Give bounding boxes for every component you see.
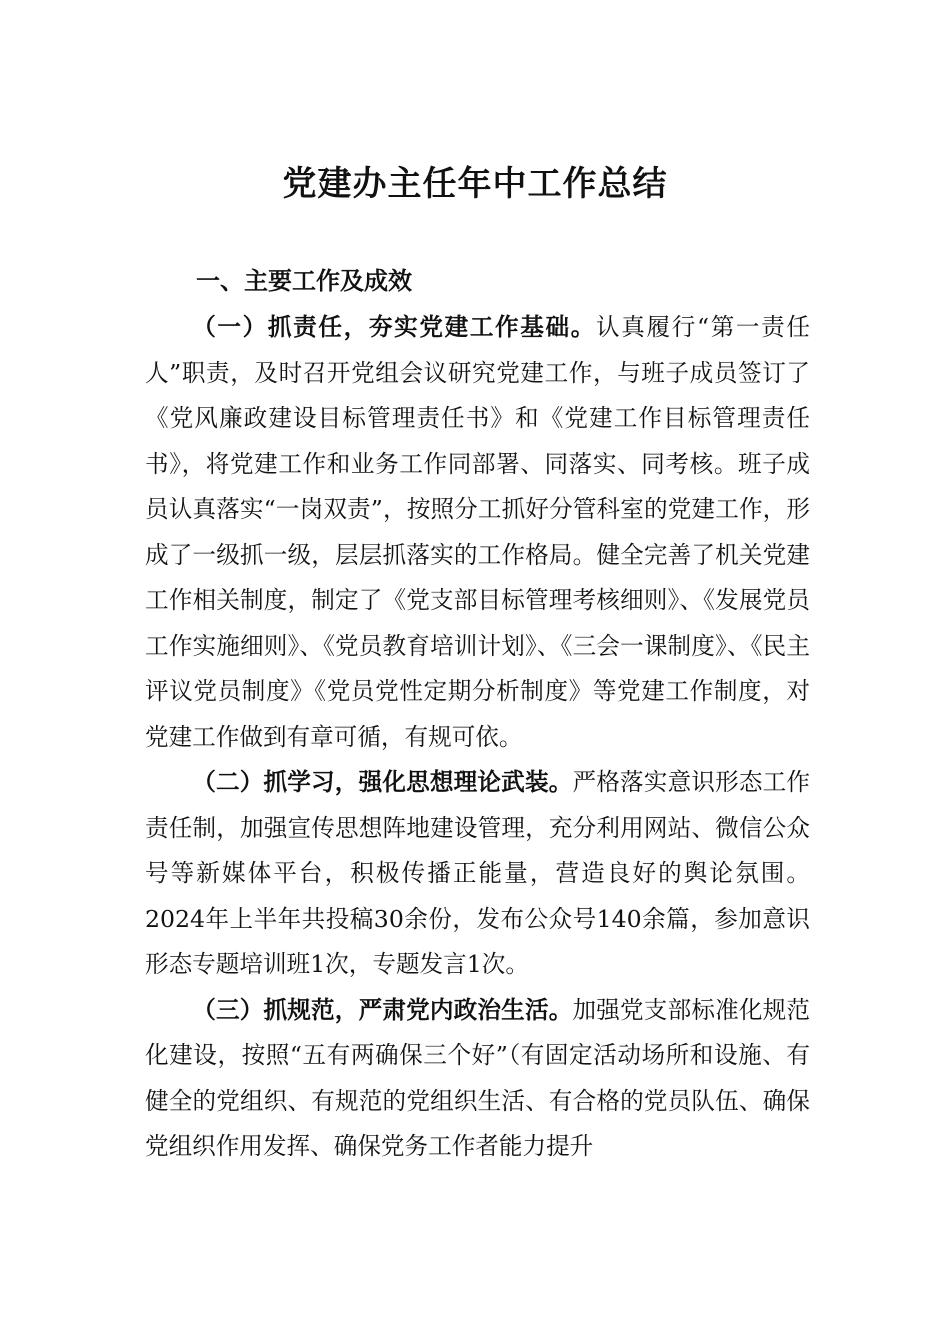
paragraph-text: 加强党支部标准化规范化建设，按照“五有两确保三个好”（有固定活动场所和设施、有健全的党组织、有规范的党组织生活、有合格的党员队伍、确保党组织作用发挥、确保党务工作者能力提升 xyxy=(145,995,811,1160)
paragraph-lead: （一）抓责任，夯实党建工作基础。 xyxy=(192,313,597,341)
paragraph-responsibility xyxy=(145,305,810,760)
document-body xyxy=(145,305,810,1170)
paragraph-text: 认真履行“第一责任人”职责，及时召开党组会议研究党建工作，与班子成员签订了《党风廉政建设目标管理责任书》和《党建工作目标管理责任书》，将党建工作和业务工作同部署、同落实、同考核。班子成员认真落实“一岗双责”，按照分工抓好分管科室的党建工作，形成了一级抓一级，层层抓落实的工作格局。健全完善了机关党建工作相关制度，制定了《党支部目标管理考核细则》、《发展党员工作实施细则》、《党员教育培训计划》、《三会一课制度》、《民主评议党员制度》《党员党性定期分析制度》等党建工作制度，对党建工作做到有章可循，有规可依。 xyxy=(145,313,811,751)
section-heading: 一、主要工作及成效 xyxy=(196,267,412,295)
document-title: 党建办主任年中工作总结 xyxy=(282,164,668,204)
paragraph-study xyxy=(145,760,810,988)
paragraph-standards xyxy=(145,988,810,1170)
paragraph-lead: （二）抓学习，强化思想理论武装。 xyxy=(192,768,573,796)
paragraph-lead: （三）抓规范，严肃党内政治生活。 xyxy=(192,995,573,1024)
paragraph-text: 严格落实意识形态工作责任制，加强宣传思想阵地建设管理，充分利用网站、微信公众号等新媒体平台，积极传播正能量，营造良好的舆论氛围。2024年上半年共投稿30余份，发布公众号140余篇，参加意识形态专题培训班1次，专题发言1次。 xyxy=(145,768,811,978)
